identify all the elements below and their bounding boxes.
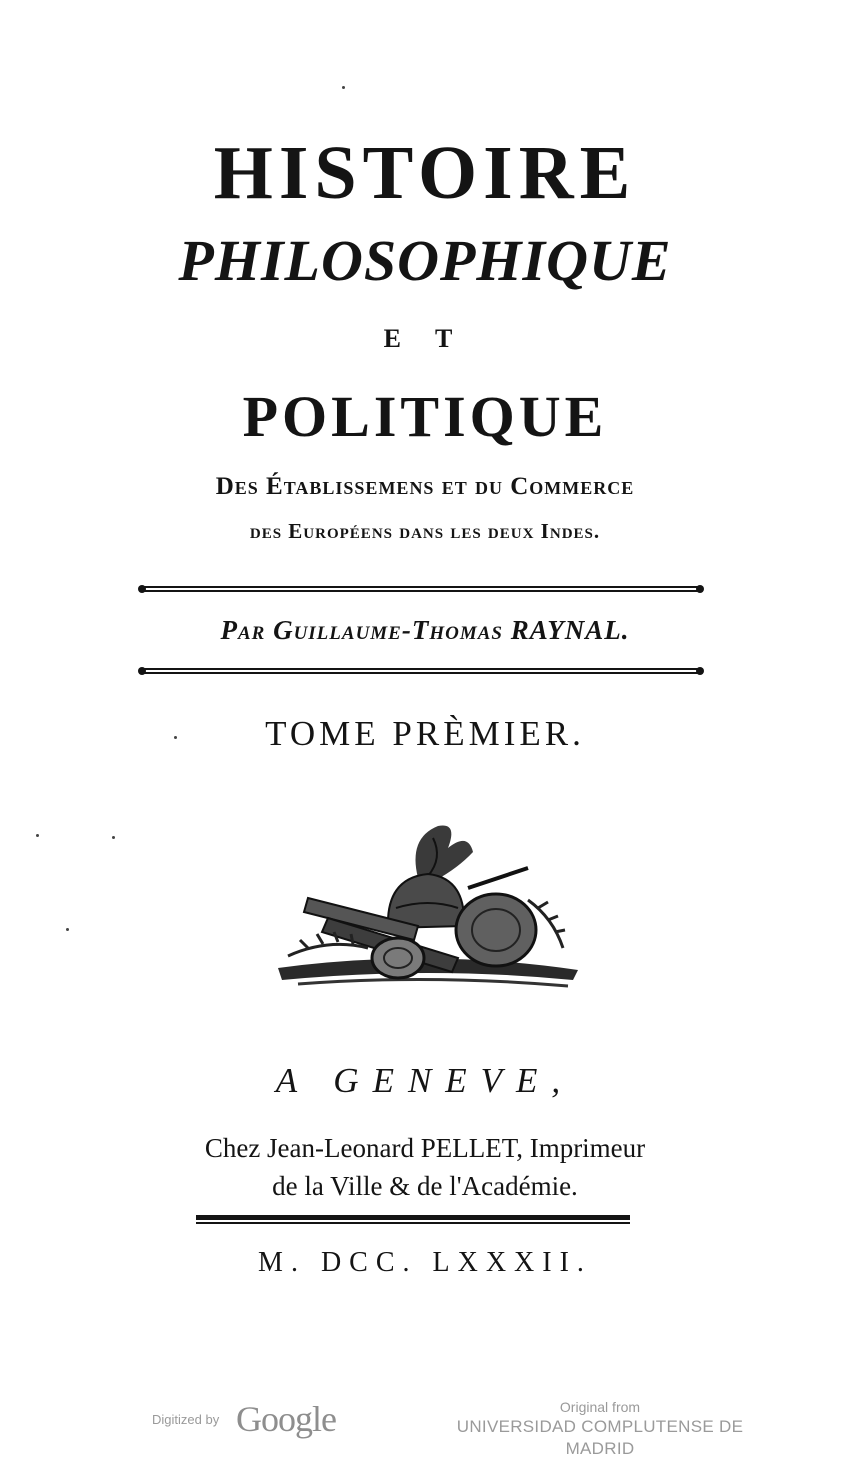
volume-line: TOME PRÈMIER. [265, 714, 585, 753]
scan-speck [112, 836, 115, 839]
imprint-date: M. DCC. LXXXII. [258, 1247, 592, 1278]
author-line: Par Guillaume-Thomas RAYNAL. [220, 615, 630, 645]
ornamental-rule-bottom [136, 664, 706, 678]
institution-name: UNIVERSIDAD COMPLUTENSE DE MADRID [456, 1417, 744, 1458]
scan-speck [174, 736, 177, 739]
title-line-et: E T [383, 324, 467, 353]
scan-speck [66, 928, 69, 931]
scan-speck [342, 86, 345, 89]
title-line-politique: POLITIQUE [242, 384, 608, 449]
google-logo: Google [236, 1399, 336, 1439]
original-label: Original from [559, 1399, 641, 1415]
subtitle-line-1: Des Établissemens et du Commerce [215, 473, 635, 500]
imprint-place: A GENEVE, [275, 1061, 575, 1100]
title-line-histoire: HISTOIRE [213, 131, 637, 215]
ornamental-rule-top [136, 582, 706, 596]
trophy-of-arms-vignette-icon [268, 808, 588, 1008]
thick-rule [196, 1214, 630, 1226]
title-line-philosophique: PHILOSOPHIQUE [178, 228, 672, 293]
digitized-by-google [152, 1398, 352, 1442]
scan-speck [36, 834, 39, 837]
subtitle-line-2: des Européens dans les deux Indes. [249, 519, 601, 543]
publisher-line-1: Chez Jean-Leonard PELLET, Imprimeur [204, 1133, 646, 1163]
publisher-line-2: de la Ville & de l'Académie. [272, 1171, 578, 1201]
digitized-label: Digitized by [152, 1412, 220, 1427]
